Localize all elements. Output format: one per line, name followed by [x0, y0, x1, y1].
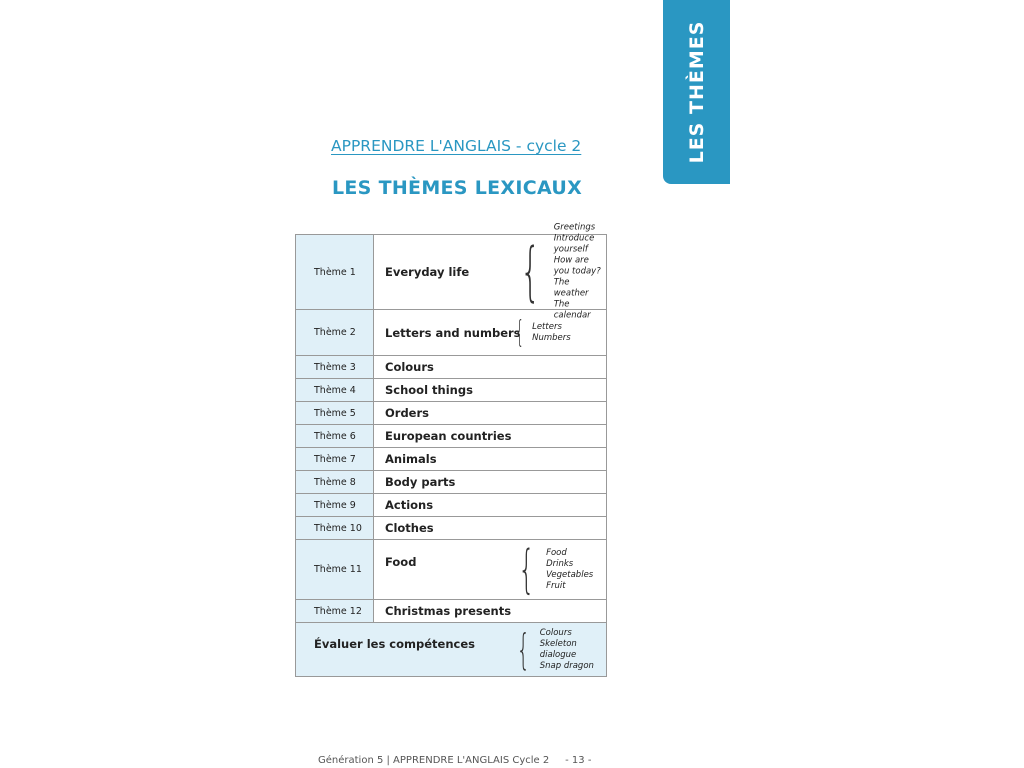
theme-number: Thème 4	[296, 379, 374, 402]
table-row	[296, 356, 607, 379]
theme-number: Thème 5	[296, 402, 374, 425]
theme-number: Thème 1	[296, 235, 374, 310]
theme-name: Body parts	[374, 471, 607, 494]
theme-name: Colours	[374, 356, 607, 379]
brace-icon: {	[514, 314, 525, 350]
table-row	[296, 310, 607, 356]
theme-number: Thème 6	[296, 425, 374, 448]
table-row	[296, 379, 607, 402]
table-row	[296, 235, 607, 310]
theme-name: Food { Food Drinks Vegetables Fruit	[374, 540, 607, 600]
brace-icon: {	[518, 539, 535, 600]
themes-table	[295, 222, 607, 677]
table-row	[296, 517, 607, 540]
page-number: - 13 -	[565, 755, 592, 766]
theme-number: Thème 11	[296, 540, 374, 600]
theme-number: Thème 12	[296, 600, 374, 623]
table-row	[296, 471, 607, 494]
theme-name: School things	[374, 379, 607, 402]
theme-name: Animals	[374, 448, 607, 471]
table-row	[296, 448, 607, 471]
theme-name: Clothes	[374, 517, 607, 540]
theme-name: Orders	[374, 402, 607, 425]
page-title: LES THÈMES LEXICAUX	[332, 177, 583, 199]
table-row	[296, 425, 607, 448]
table-row	[296, 494, 607, 517]
page-footer: Génération 5 | APPRENDRE L'ANGLAIS Cycle 2 - 13 -	[318, 755, 592, 766]
evaluation-row	[296, 623, 607, 677]
theme-name: European countries	[374, 425, 607, 448]
theme-number: Thème 2	[296, 310, 374, 356]
theme-number: Thème 8	[296, 471, 374, 494]
page-subtitle: APPRENDRE L'ANGLAIS - cycle 2	[331, 137, 582, 155]
subtopics: { Letters Numbers	[514, 314, 571, 350]
theme-name: Letters and numbers { Letters Numbers	[374, 310, 607, 356]
theme-number: Thème 9	[296, 494, 374, 517]
subtopics: { Colours Skeleton dialogue Snap dragon	[516, 624, 594, 674]
theme-number: Thème 7	[296, 448, 374, 471]
evaluation-label: Évaluer les compétences { Colours Skeleton dialogue Snap dragon	[296, 623, 607, 677]
theme-number: Thème 10	[296, 517, 374, 540]
theme-name: Actions	[374, 494, 607, 517]
table-row	[296, 402, 607, 425]
brace-icon: {	[520, 235, 541, 309]
table-row	[296, 600, 607, 623]
subtopics: { Food Drinks Vegetables Fruit	[518, 539, 594, 600]
subtopics: { Greetings Introduce yourself How are you today? The weather The calendar	[520, 222, 601, 321]
section-tab-label: LES THÈMES	[685, 20, 708, 164]
section-tab	[663, 0, 730, 184]
table-row	[296, 540, 607, 600]
theme-name: Everyday life { Greetings Introduce yourself How are you today? The weather The calendar	[374, 235, 607, 310]
theme-name: Christmas presents	[374, 600, 607, 623]
brace-icon: {	[516, 624, 531, 674]
theme-number: Thème 3	[296, 356, 374, 379]
